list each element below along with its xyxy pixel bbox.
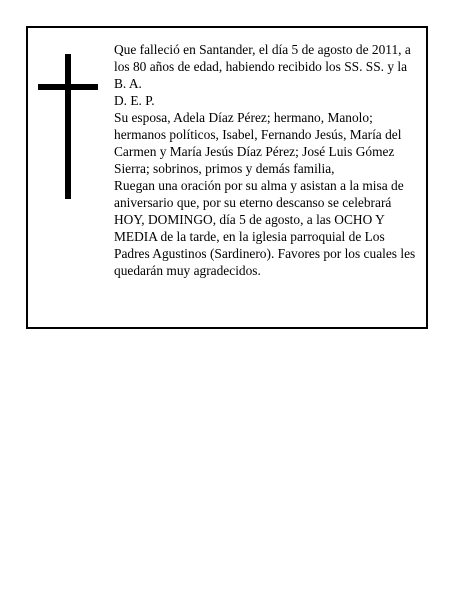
obituary-request: Ruegan una oración por su alma y asistan a la misa de aniversario que, por su eterno descanso se celebrará HOY, DOMINGO, día 5 de agosto, a las OCHO Y MEDIA de la tarde, en la iglesia parroquial de Los Padres Agustinos (Sardinero). Favores por los cuales les quedarán muy agradecidos. bbox=[114, 178, 416, 278]
obituary-family: Su esposa, Adela Díaz Pérez; hermano, Manolo; hermanos políticos, Isabel, Fernando Jesús, María del Carmen y María Jesús Díaz Pérez; José Luis Gómez Sierra; sobrinos, primos y demás familia, bbox=[114, 110, 402, 176]
cross-icon bbox=[38, 54, 98, 199]
obituary-rip: D. E. P. bbox=[114, 93, 155, 108]
obituary-notice bbox=[26, 26, 428, 329]
obituary-intro: Que falleció en Santander, el día 5 de agosto de 2011, a los 80 años de edad, habiendo recibido los SS. SS. y la B. A. bbox=[114, 42, 411, 91]
cross-horizontal-bar bbox=[38, 84, 98, 90]
cross-vertical-bar bbox=[65, 54, 71, 199]
obituary-text bbox=[114, 41, 422, 279]
